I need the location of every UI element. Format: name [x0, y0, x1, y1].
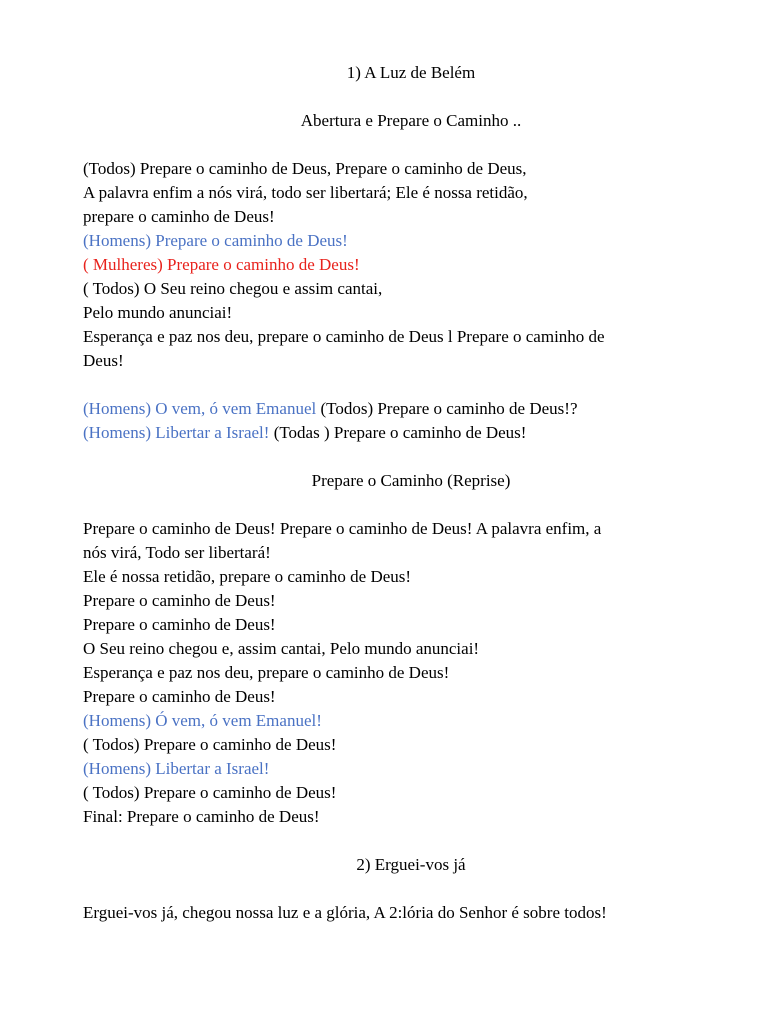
section-title: 1) A Luz de Belém: [346, 63, 476, 82]
lyric-line: Erguei-vos já, chegou nossa luz e a glória, A 2:lória do Senhor é sobre todos!: [83, 903, 607, 922]
lyric-line: Pelo mundo anunciai!: [83, 303, 233, 322]
lyric-line: Prepare o caminho de Deus! Prepare o caminho de Deus! A palavra enfim, a: [83, 519, 602, 538]
lyric-line-mulheres: ( Mulheres) Prepare o caminho de Deus!: [83, 255, 360, 274]
homens-call: (Homens) O vem, ó vem Emanuel: [83, 399, 317, 418]
homens-call: (Homens) Libertar a Israel!: [83, 423, 270, 442]
lyric-line: (Todos) Prepare o caminho de Deus, Prepare o caminho de Deus,: [83, 159, 527, 178]
section-subtitle: Abertura e Prepare o Caminho ..: [300, 111, 522, 130]
lyric-line: A palavra enfim a nós virá, todo ser libertará; Ele é nossa retidão,: [83, 183, 528, 202]
todos-response: (Todos) Prepare o caminho de Deus!?: [316, 399, 578, 418]
lyric-line: ( Todos) Prepare o caminho de Deus!: [83, 735, 337, 754]
lyric-line: prepare o caminho de Deus!: [83, 207, 275, 226]
lyric-line: O Seu reino chegou e, assim cantai, Pelo mundo anunciai!: [83, 639, 480, 658]
lyric-line: Prepare o caminho de Deus!: [83, 591, 276, 610]
call-response-line: [83, 421, 526, 445]
lyric-line: Final: Prepare o caminho de Deus!: [83, 807, 320, 826]
lyric-line: ( Todos) Prepare o caminho de Deus!: [83, 783, 337, 802]
lyric-line: nós virá, Todo ser libertará!: [83, 543, 271, 562]
lyric-line-homens: (Homens) Prepare o caminho de Deus!: [83, 231, 348, 250]
todas-response: (Todas ) Prepare o caminho de Deus!: [269, 423, 527, 442]
lyric-line: Ele é nossa retidão, prepare o caminho de Deus!: [83, 567, 412, 586]
reprise-title: Prepare o Caminho (Reprise): [311, 471, 511, 490]
lyric-line-homens: (Homens) Ó vem, ó vem Emanuel!: [83, 711, 322, 730]
lyric-line: Esperança e paz nos deu, prepare o caminho de Deus!: [83, 663, 450, 682]
lyric-line: Prepare o caminho de Deus!: [83, 615, 276, 634]
lyric-line-homens: (Homens) Libertar a Israel!: [83, 759, 270, 778]
lyric-line: ( Todos) O Seu reino chegou e assim cantai,: [83, 279, 383, 298]
lyric-line: Esperança e paz nos deu, prepare o caminho de Deus l Prepare o caminho de: [83, 327, 605, 346]
call-response-line: [83, 397, 578, 421]
section-title: 2) Erguei-vos já: [356, 855, 466, 874]
lyric-line: Prepare o caminho de Deus!: [83, 687, 276, 706]
lyric-line: Deus!: [83, 351, 124, 370]
